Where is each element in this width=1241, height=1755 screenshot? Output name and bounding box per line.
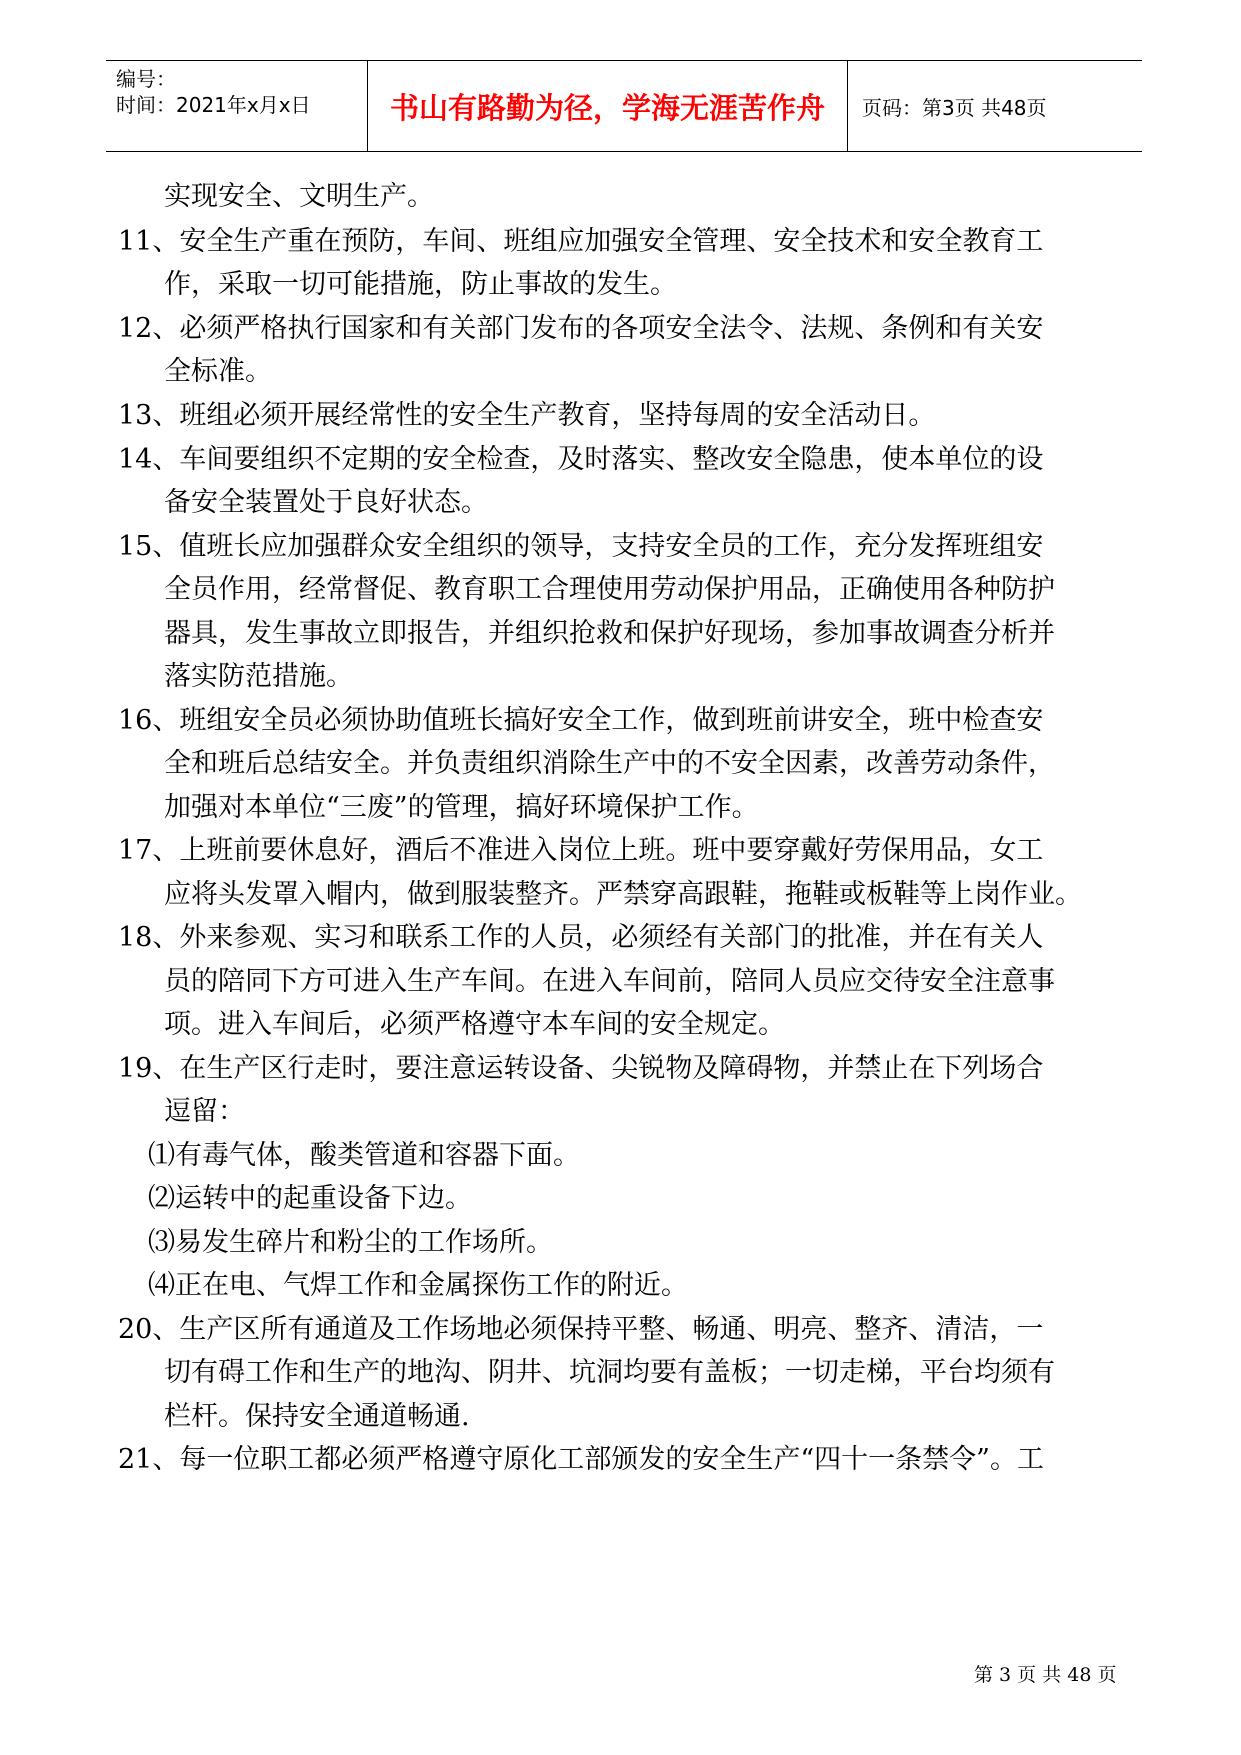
page-footer: 第 3 页 共 48 页 [974,1664,1117,1686]
header-motto-cell [368,61,848,151]
text-line: 16、班组安全员必须协助值班长搞好安全工作，做到班前讲安全，班中检查安 [118,705,1044,736]
text-line: 应将头发罩入帽内，做到服装整齐。严禁穿高跟鞋，拖鞋或板鞋等上岗作业。 [164,879,1082,910]
text-line: 17、上班前要休息好，酒后不准进入岗位上班。班中要穿戴好劳保用品，女工 [118,835,1044,866]
text-line: 15、值班长应加强群众安全组织的领导，支持安全员的工作，充分发挥班组安 [118,531,1044,562]
text-line: 逗留： [164,1096,245,1127]
text-line: 备安全装置处于良好状态。 [164,487,488,518]
document-time-label: 时间：2021年x月x日 [116,93,311,117]
text-line: 实现安全、文明生产。 [164,181,434,212]
header-page-cell [848,61,1142,151]
text-line: 13、班组必须开展经常性的安全生产教育，坚持每周的安全活动日。 [118,400,936,431]
text-line: 20、生产区所有通道及工作场地必须保持平整、畅通、明亮、整齐、清洁，一 [118,1314,1044,1345]
header-motto: 书山有路勤为径，学海无涯苦作舟 [389,90,825,125]
text-line: 全和班后总结安全。并负责组织消除生产中的不安全因素，改善劳动条件， [164,748,1055,779]
text-line: 员的陪同下方可进入生产车间。在进入车间前，陪同人员应交待安全注意事 [164,966,1055,997]
text-line: 作，采取一切可能措施，防止事故的发生。 [164,269,677,300]
text-line: 加强对本单位“三废”的管理，搞好环境保护工作。 [164,792,759,823]
text-line: 11、安全生产重在预防，车间、班组应加强安全管理、安全技术和安全教育工 [118,226,1044,257]
text-line: ⑶易发生碎片和粉尘的工作场所。 [148,1227,553,1258]
header-page-code: 页码：第3页 共48页 [862,95,1047,120]
text-line: 全标准。 [164,356,272,387]
text-line: 12、必须严格执行国家和有关部门发布的各项安全法令、法规、条例和有关安 [118,313,1044,344]
document-number-label: 编号： [116,67,176,91]
text-line: 19、在生产区行走时，要注意运转设备、尖锐物及障碍物，并禁止在下列场合 [118,1053,1044,1084]
text-line: 全员作用，经常督促、教育职工合理使用劳动保护用品，正确使用各种防护 [164,574,1055,605]
text-line: 18、外来参观、实习和联系工作的人员，必须经有关部门的批准，并在有关人 [118,922,1044,953]
text-line: ⑴有毒气体，酸类管道和容器下面。 [148,1140,580,1171]
text-line: 切有碍工作和生产的地沟、阴井、坑洞均要有盖板；一切走梯，平台均须有 [164,1357,1055,1388]
header-meta-cell [106,61,368,151]
text-line: 栏杆。保持安全通道畅通. [164,1401,470,1432]
text-line: 器具，发生事故立即报告，并组织抢救和保护好现场，参加事故调查分析并 [164,618,1055,649]
text-line: ⑷正在电、气焊工作和金属探伤工作的附近。 [148,1270,688,1301]
text-line: 落实防范措施。 [164,661,353,692]
text-line: ⑵运转中的起重设备下边。 [148,1183,472,1214]
text-line: 14、车间要组织不定期的安全检查，及时落实、整改安全隐患，使本单位的设 [118,444,1044,475]
text-line: 21、每一位职工都必须严格遵守原化工部颁发的安全生产“四十一条禁令”。工 [118,1444,1044,1475]
text-line: 项。进入车间后，必须严格遵守本车间的安全规定。 [164,1009,785,1040]
page-header [106,60,1142,152]
